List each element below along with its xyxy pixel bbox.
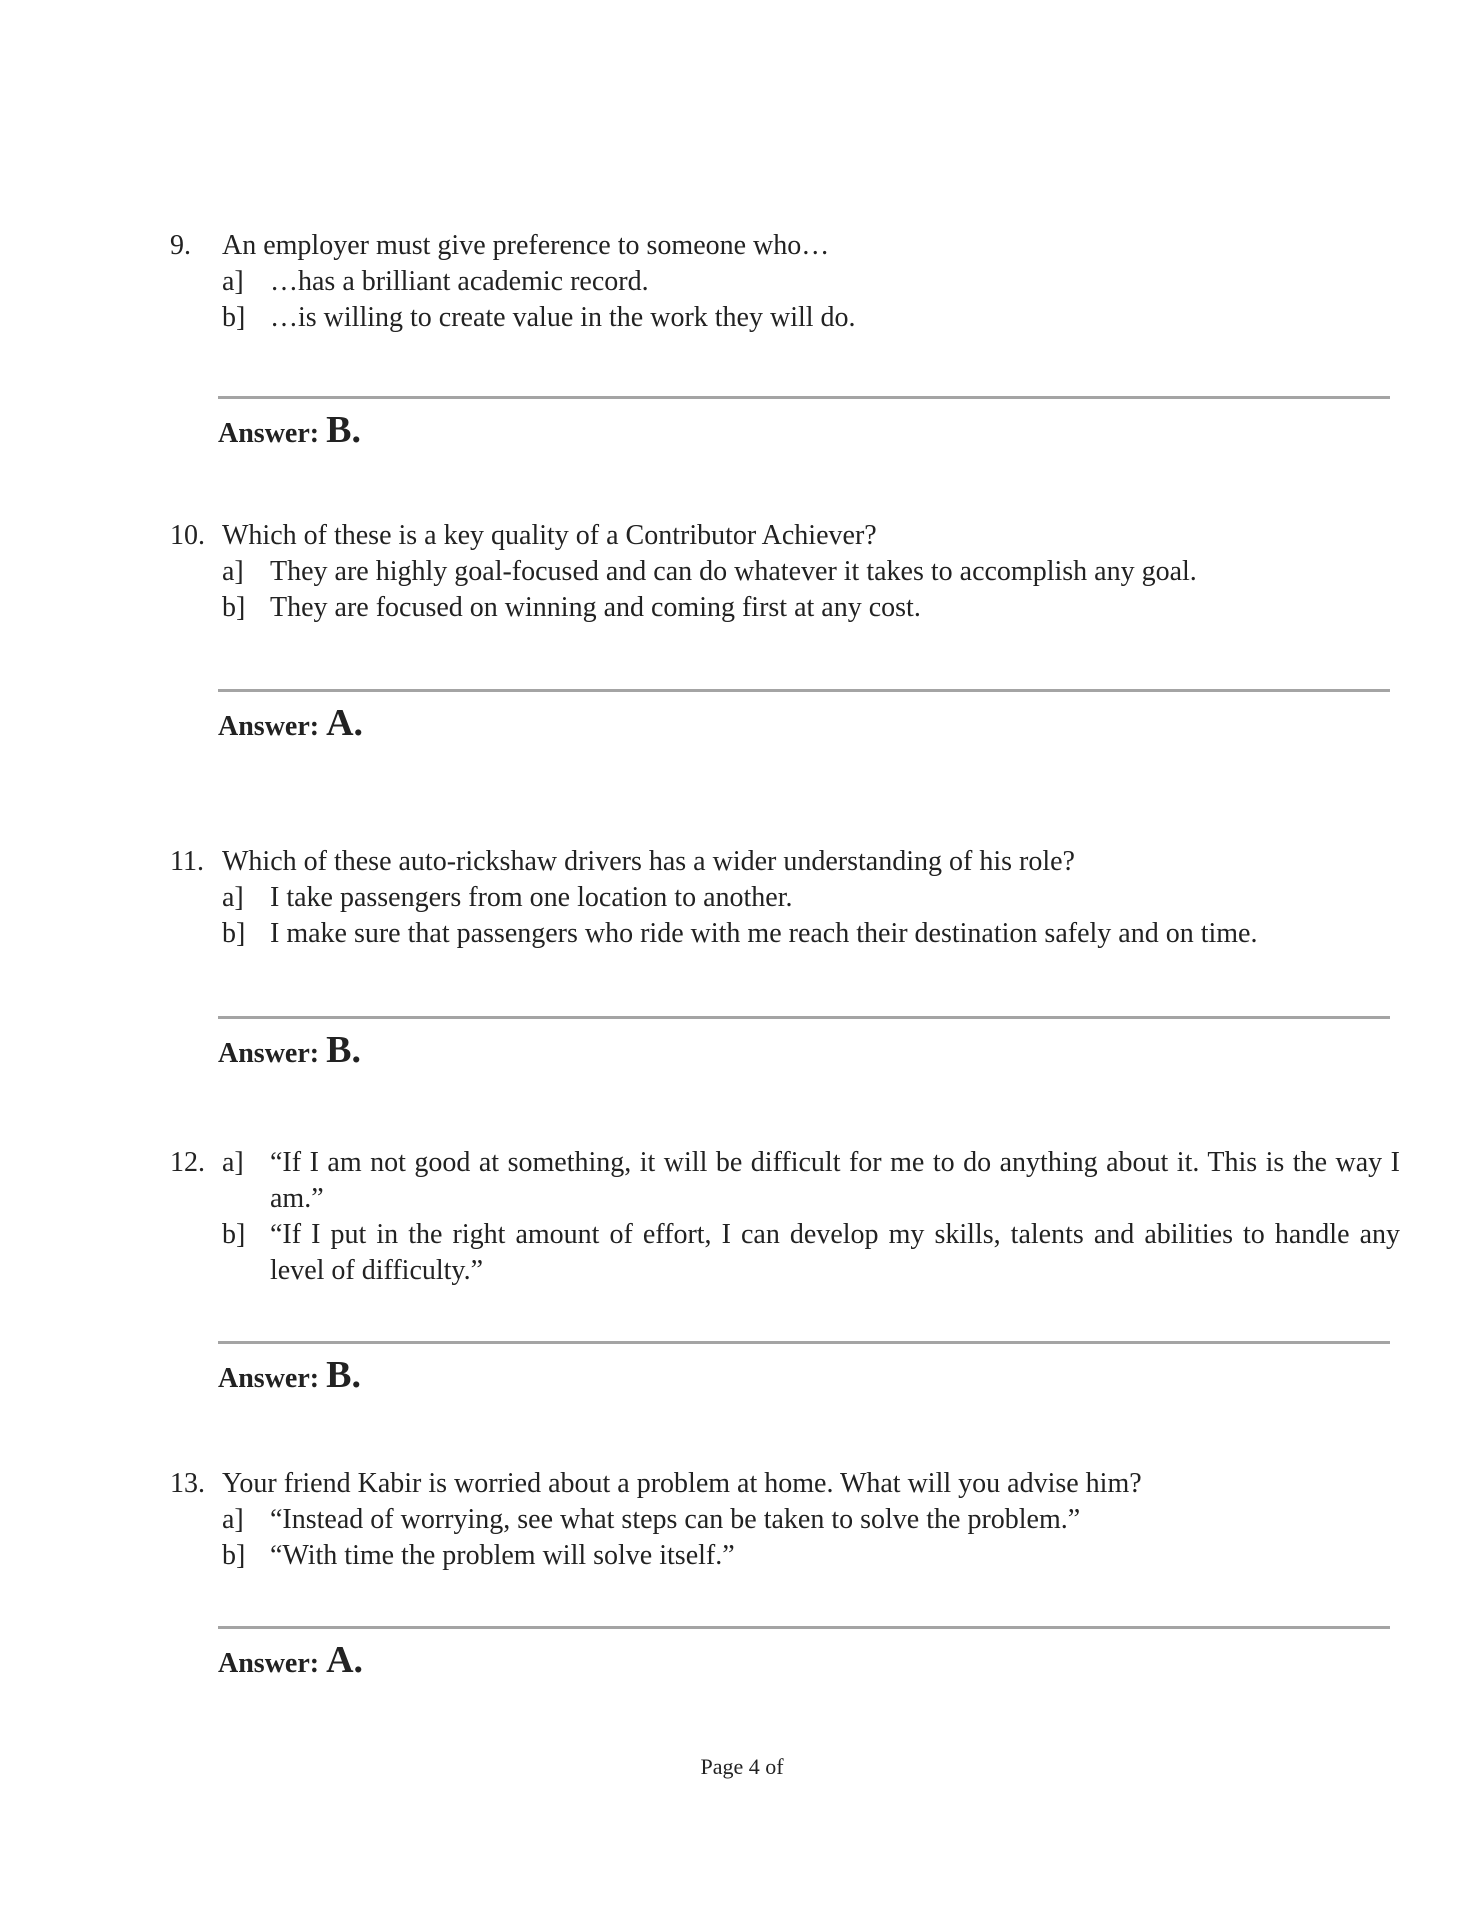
- question-stem: [170, 844, 1400, 880]
- option-text: “If I am not good at something, it will be difficult for me to do anything about it. This is the way I am.”: [270, 1147, 1400, 1214]
- answer-label: Answer:: [218, 1363, 320, 1394]
- option-letter: b]: [222, 1540, 246, 1571]
- option-text: …is willing to create value in the work they will do.: [270, 302, 856, 333]
- answer-divider: [218, 1626, 1390, 1629]
- answer-10: [218, 703, 363, 747]
- question-number: 10.: [170, 520, 205, 551]
- option-a: [170, 1502, 1400, 1538]
- option-letter: b]: [222, 592, 246, 623]
- question-9: [170, 228, 1400, 336]
- answer-13: [218, 1640, 363, 1684]
- option-letter: a]: [222, 266, 244, 297]
- option-text: “Instead of worrying, see what steps can be taken to solve the problem.”: [270, 1504, 1081, 1535]
- option-letter: b]: [222, 302, 246, 333]
- question-text: An employer must give preference to someone who…: [222, 230, 830, 261]
- option-text: They are focused on winning and coming first at any cost.: [270, 592, 921, 623]
- option-letter: a]: [222, 1504, 244, 1535]
- option-letter: b]: [222, 918, 246, 949]
- answer-divider: [218, 1341, 1390, 1344]
- option-b: [170, 1538, 1400, 1574]
- answer-label: Answer:: [218, 1648, 320, 1679]
- answer-value: A.: [326, 702, 364, 744]
- question-text: Your friend Kabir is worried about a problem at home. What will you advise him?: [222, 1468, 1142, 1499]
- answer-label: Answer:: [218, 418, 320, 449]
- question-stem: [170, 1466, 1400, 1502]
- option-a: [170, 554, 1400, 590]
- answer-11: [218, 1030, 361, 1074]
- question-text: Which of these auto-rickshaw drivers has a wider understanding of his role?: [222, 846, 1075, 877]
- option-b: [170, 590, 1400, 626]
- option-text: I take passengers from one location to another.: [270, 882, 793, 913]
- option-letter: a]: [222, 556, 244, 587]
- question-stem: [170, 518, 1400, 554]
- option-a: [170, 880, 1400, 916]
- question-10: [170, 518, 1400, 626]
- option-text: “If I put in the right amount of effort, I can develop my skills, talents and abilities to handle any level of difficulty.”: [270, 1219, 1400, 1286]
- question-11: [170, 844, 1400, 952]
- option-text: …has a brilliant academic record.: [270, 266, 649, 297]
- answer-divider: [218, 1016, 1390, 1019]
- option-letter: b]: [222, 1219, 246, 1250]
- answer-divider: [218, 689, 1390, 692]
- answer-value: B.: [326, 1029, 361, 1071]
- option-text: I make sure that passengers who ride with me reach their destination safely and on time.: [270, 918, 1258, 949]
- option-text: “With time the problem will solve itself.”: [270, 1540, 735, 1571]
- answer-label: Answer:: [218, 711, 320, 742]
- question-13: [170, 1466, 1400, 1574]
- question-number: 9.: [170, 230, 191, 261]
- page-number: Page 4 of: [700, 1754, 784, 1779]
- answer-value: A.: [326, 1639, 364, 1681]
- option-a: [170, 264, 1400, 300]
- option-letter: a]: [222, 882, 244, 913]
- question-number: 13.: [170, 1468, 205, 1499]
- option-letter: a]: [222, 1147, 244, 1178]
- question-number: 11.: [170, 846, 204, 877]
- question-number: 12.: [170, 1147, 205, 1178]
- answer-9: [218, 410, 361, 454]
- answer-12: [218, 1355, 361, 1399]
- option-a: [170, 1145, 1400, 1217]
- option-b: [170, 1217, 1400, 1289]
- question-12: [170, 1145, 1400, 1289]
- answer-divider: [218, 396, 1390, 399]
- question-stem: [170, 228, 1400, 264]
- answer-label: Answer:: [218, 1038, 320, 1069]
- option-text: They are highly goal-focused and can do whatever it takes to accomplish any goal.: [270, 556, 1197, 587]
- option-b: [170, 300, 1400, 336]
- option-b: [170, 916, 1400, 952]
- answer-value: B.: [326, 1354, 361, 1396]
- question-text: Which of these is a key quality of a Contributor Achiever?: [222, 520, 877, 551]
- answer-value: B.: [326, 409, 361, 451]
